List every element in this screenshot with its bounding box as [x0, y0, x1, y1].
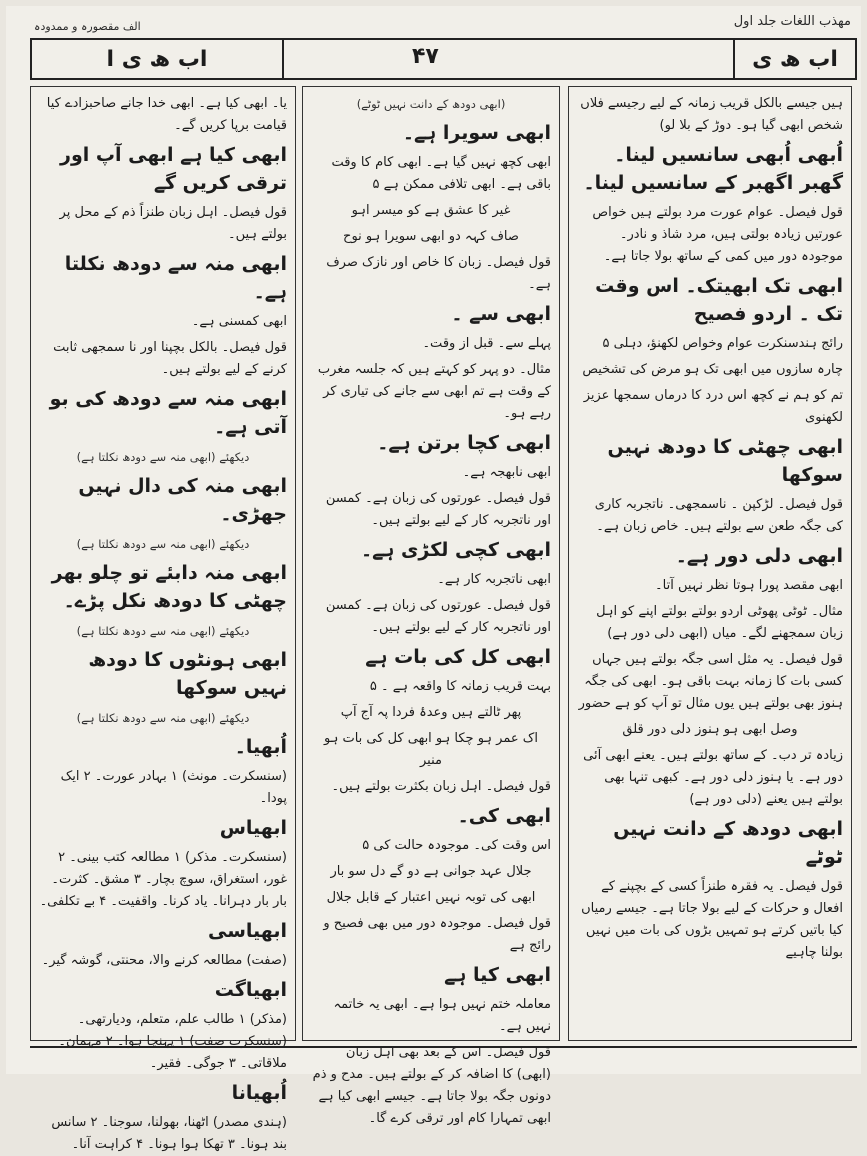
running-head-left: الف مقصورہ و ممدودہ: [34, 20, 141, 33]
entry-text: (ہندی مصدر) اٹھنا، بھولنا، سوجنا۔ ۲ سانس بند ہونا۔ ۳ تھکا ہوا ہونا۔ ۴ کراہت آنا۔: [51, 1115, 287, 1152]
column-left: [30, 86, 296, 1152]
entry-headword: ابھی کچی لکڑی ہے۔: [360, 539, 551, 561]
entry-headword: ابھیاس: [219, 817, 287, 839]
entry-text: قول فیصل۔ اس کے بعد بھی اہل زبان (ابھی) کا اضافہ کر کے بولتے ہیں۔ مدح و ذم دونوں جگہ بولا جاتا ہے۔ جیسے ابھی کیا ہے ابھی تمہارا کام اور ترقی کرے گا۔: [312, 1045, 551, 1126]
column-right: [568, 86, 852, 1041]
entry-headword: ابھی دلی دور ہے۔: [675, 545, 843, 567]
entry-text: ہیں جیسے بالکل قریب زمانہ کے لیے رجیسے فلاں شخص ابھی گیا ہو۔ دوڑ کے بلا لو): [580, 96, 843, 133]
entry-text: رائج ہندسنکرت عوام وخواص لکھنؤ، دہلی ۵: [602, 336, 843, 351]
running-head-right: مهذب اللغات جلد اول: [733, 14, 851, 29]
entry-headword: ابھی منہ سے دودھ نکلتا ہے۔: [64, 253, 287, 303]
entry-headword: اُبھیانا: [231, 1082, 287, 1104]
entry-headword: ابھی منہ سے دودھ کی بو آتی ہے۔: [49, 388, 287, 438]
page-header: [30, 38, 857, 80]
entry-text: قول فیصل۔ یہ مثل اسی جگہ بولتے ہیں جہاں کسی بات کا زمانہ بہت باقی ہو۔ ابھی کی جگہ ہنوز بھی بولتے ہیں یوں مثال تو آپ کو ہے حضور: [578, 652, 843, 711]
entry-text: (مذکر) ۱ طالب علم، متعلم، ودیارتھی۔ (سنسکرت صفت) ۱ پہنچا ہوا۔ ۲ مہمان۔ ملاقاتی۔ ۳ جوگی۔ فقیر۔: [58, 1012, 287, 1071]
entry-text: مثال۔ ٹوٹی پھوٹی اردو بولتے بولتے اپنے کو اہل زبان سمجھنے لگے۔ میاں (ابھی دلی دور ہے): [596, 604, 843, 641]
page-number: ۴۷: [412, 44, 439, 69]
entry-headword: ابھی چھٹی کا دودھ نہیں سوکھا: [607, 436, 843, 486]
cross-reference: دیکھئے (ابھی منہ سے دودھ نکلتا ہے): [76, 450, 250, 464]
entry-text: قول فیصل۔ عورتوں کی زبان ہے۔ کمسن اور ناتجربہ کار کے لیے بولتے ہیں۔: [325, 598, 551, 635]
cross-reference: دیکھئے (ابھی منہ سے دودھ نکلتا ہے): [76, 711, 250, 725]
entry-text: قول فیصل۔ زبان کا خاص اور نازک صرف ہے۔: [326, 255, 551, 292]
entry-text: زیادہ تر دب۔ کے ساتھ بولتے ہیں۔ یعنے ابھی آئی دور ہے۔ یا ہنوز دلی دور ہے۔ کبھی تنہا بھی بولتے ہیں یعنے (دلی دور ہے): [583, 748, 843, 807]
entry-text: قول فیصل۔ یہ فقرہ طنزاً کسی کے بچپنے کے افعال و حرکات کے لیے بولا جاتا ہے۔ جیسے رمیاں کیا باتیں کرتے ہو تمہیں بڑوں کی بات میں نہیں بولنا چاہیے: [581, 879, 843, 960]
entry-text: تم کو ہم نے کچھ اس درد کا درماں سمجھا عزیز لکھنوی: [583, 388, 843, 425]
entry-text: قول فیصل۔ موجودہ دور میں بھی فصیح و رائج ہے: [323, 916, 551, 953]
verse-line: غیر کا عشق ہے کو میسر اہو: [351, 203, 511, 218]
entry-headword: اُبھی اُبھی سانسیں لینا۔ گھبر اگھبر کے سانسیں لینا۔: [583, 144, 843, 194]
entry-headword: ابھی کیا ہے ابھی آپ اور ترقی کریں گے: [60, 144, 287, 194]
entry-text: قول فیصل۔ بالکل بچپنا اور نا سمجھی ثابت کرنے کے لیے بولتے ہیں۔: [53, 340, 287, 377]
entry-text: قول فیصل۔ لڑکپن ۔ ناسمجھی۔ ناتجربہ کاری کی جگہ طعن سے بولتے ہیں۔ خاص زبان ہے۔: [594, 497, 843, 534]
entry-headword: ابھی کچا برتن ہے۔: [377, 432, 551, 454]
header-box-left: اب ھ ی ا: [32, 40, 284, 78]
entry-headword: ابھی سویرا ہے۔: [402, 122, 551, 144]
entry-headword: ابھی سے ۔: [451, 303, 551, 325]
entry-headword: ابھیاسی: [208, 920, 287, 942]
verse-line: اک عمر ہو چکا ہو ابھی کل کی بات ہو منیر: [324, 731, 538, 768]
entry-headword: ابھی ہونٹوں کا دودھ نہیں سوکھا: [88, 649, 287, 699]
entry-text: قول فیصل۔ عورتوں کی زبان ہے۔ کمسن اور ناتجربہ کار کے لیے بولتے ہیں۔: [325, 491, 551, 528]
entry-headword: ابھیاگت: [214, 979, 287, 1001]
column-middle: [302, 86, 560, 1126]
verse-line: پھر ٹالتے ہیں وعدۂ فردا پہ آج آپ: [340, 705, 522, 720]
entry-text: یا۔ ابھی کیا ہے۔ ابھی خدا جانے صاحبزادے کیا قیامت برپا کریں گے۔: [46, 96, 287, 133]
entry-text: (سنسکرت۔ مونث) ۱ بہادر عورت۔ ۲ ایک پودا۔: [60, 769, 287, 806]
entry-text: بہت قریب زمانہ کا واقعہ ہے ۔ ۵: [369, 679, 551, 694]
header-box-right: اب ھ ی: [733, 40, 855, 78]
entry-headword: ابھی منہ دابئے تو چلو بھر چھٹی کا دودھ نکل پڑے۔: [51, 562, 287, 612]
entry-text: ابھی کچھ نہیں گیا ہے۔ ابھی کام کا وقت باقی ہے۔ ابھی تلافی ممکن ہے ۵: [331, 155, 551, 192]
entry-headword: ابھی کیا ہے: [444, 964, 551, 986]
entry-text: چارہ سازوں میں ابھی تک ہو مرض کی تشخیص: [582, 362, 843, 377]
entry-headword: ابھی کل کی بات ہے: [365, 646, 551, 668]
entry-text: پہلے سے۔ قبل از وقت۔: [422, 336, 551, 351]
entry-text: قول فیصل۔ اہل زبان بکثرت بولتے ہیں۔: [331, 779, 551, 794]
entry-headword: ابھی کی۔: [457, 805, 551, 827]
entry-headword: اُبھیا۔: [234, 736, 287, 758]
cross-reference: دیکھئے (ابھی منہ سے دودھ نکلتا ہے): [76, 537, 250, 551]
verse-line: ابھی کی توبہ نہیں اعتبار کے قابل جلال: [326, 890, 536, 905]
entry-text: قول فیصل۔ عوام عورت مرد بولتے ہیں خواص عورتیں زیادہ بولتی ہیں، مرد شاذ و نادر۔ موجودہ دور میں کمی کے ساتھ بولا جاتا ہے۔: [592, 205, 843, 264]
verse-line: صاف کہہ دو ابھی سویرا ہو نوح: [343, 229, 519, 244]
entry-text: ابھی کمسنی ہے۔: [191, 314, 287, 329]
entry-text: قول فیصل۔ اہل زبان طنزاً ذم کے محل پر بولتے ہیں۔: [59, 205, 287, 242]
bottom-rule: [30, 1046, 857, 1048]
entry-text: (سنسکرت۔ مذکر) ۱ مطالعہ کتب بینی۔ ۲ غور، استغراق، سوچ بچار۔ ۳ مشق۔ کثرت۔ بار بار دہرانا۔ یاد کرنا۔ واقفیت۔ ۴ بے تکلفی۔: [39, 850, 287, 909]
entry-text: ابھی ناتجربہ کار ہے۔: [437, 572, 551, 587]
entry-text: اس وقت کی۔ موجودہ حالت کی ۵: [362, 838, 551, 853]
entry-text: ابھی مقصد پورا ہوتا نظر نہیں آتا۔: [655, 578, 843, 593]
running-head: [16, 12, 851, 40]
entry-text: ابھی نابھجہ ہے۔: [462, 465, 551, 480]
entry-headword: ابھی دودھ کے دانت نہیں ٹوٹے: [613, 818, 843, 868]
entry-headword: ابھی منہ کی دال نہیں جھڑی۔: [78, 475, 287, 525]
entry-headword: ابھی تک ابھیتک۔ اس وقت تک ۔ اردو فصیح: [595, 275, 843, 325]
cross-reference: دیکھئے (ابھی منہ سے دودھ نکلتا ہے): [76, 624, 250, 638]
verse-line: وصل ابھی ہو ہنوز دلی دور قلق: [622, 722, 798, 737]
entry-text: معاملہ ختم نہیں ہوا ہے۔ ابھی یہ خاتمہ نہیں ہے۔: [333, 997, 551, 1034]
cross-reference: (ابھی دودھ کے دانت نہیں ٹوٹے): [356, 97, 506, 111]
verse-line: جلال عہد جوانی ہے دو گے دل سو بار: [330, 864, 532, 879]
entry-text: (صفت) مطالعہ کرنے والا، محنتی، گوشہ گیر۔: [41, 953, 287, 968]
entry-text: مثال۔ دو پہر کو کہتے ہیں کہ جلسہ مغرب کے وقت ہے تم ابھی سے جانے کی تیاری کر رہے ہو۔: [317, 362, 551, 421]
